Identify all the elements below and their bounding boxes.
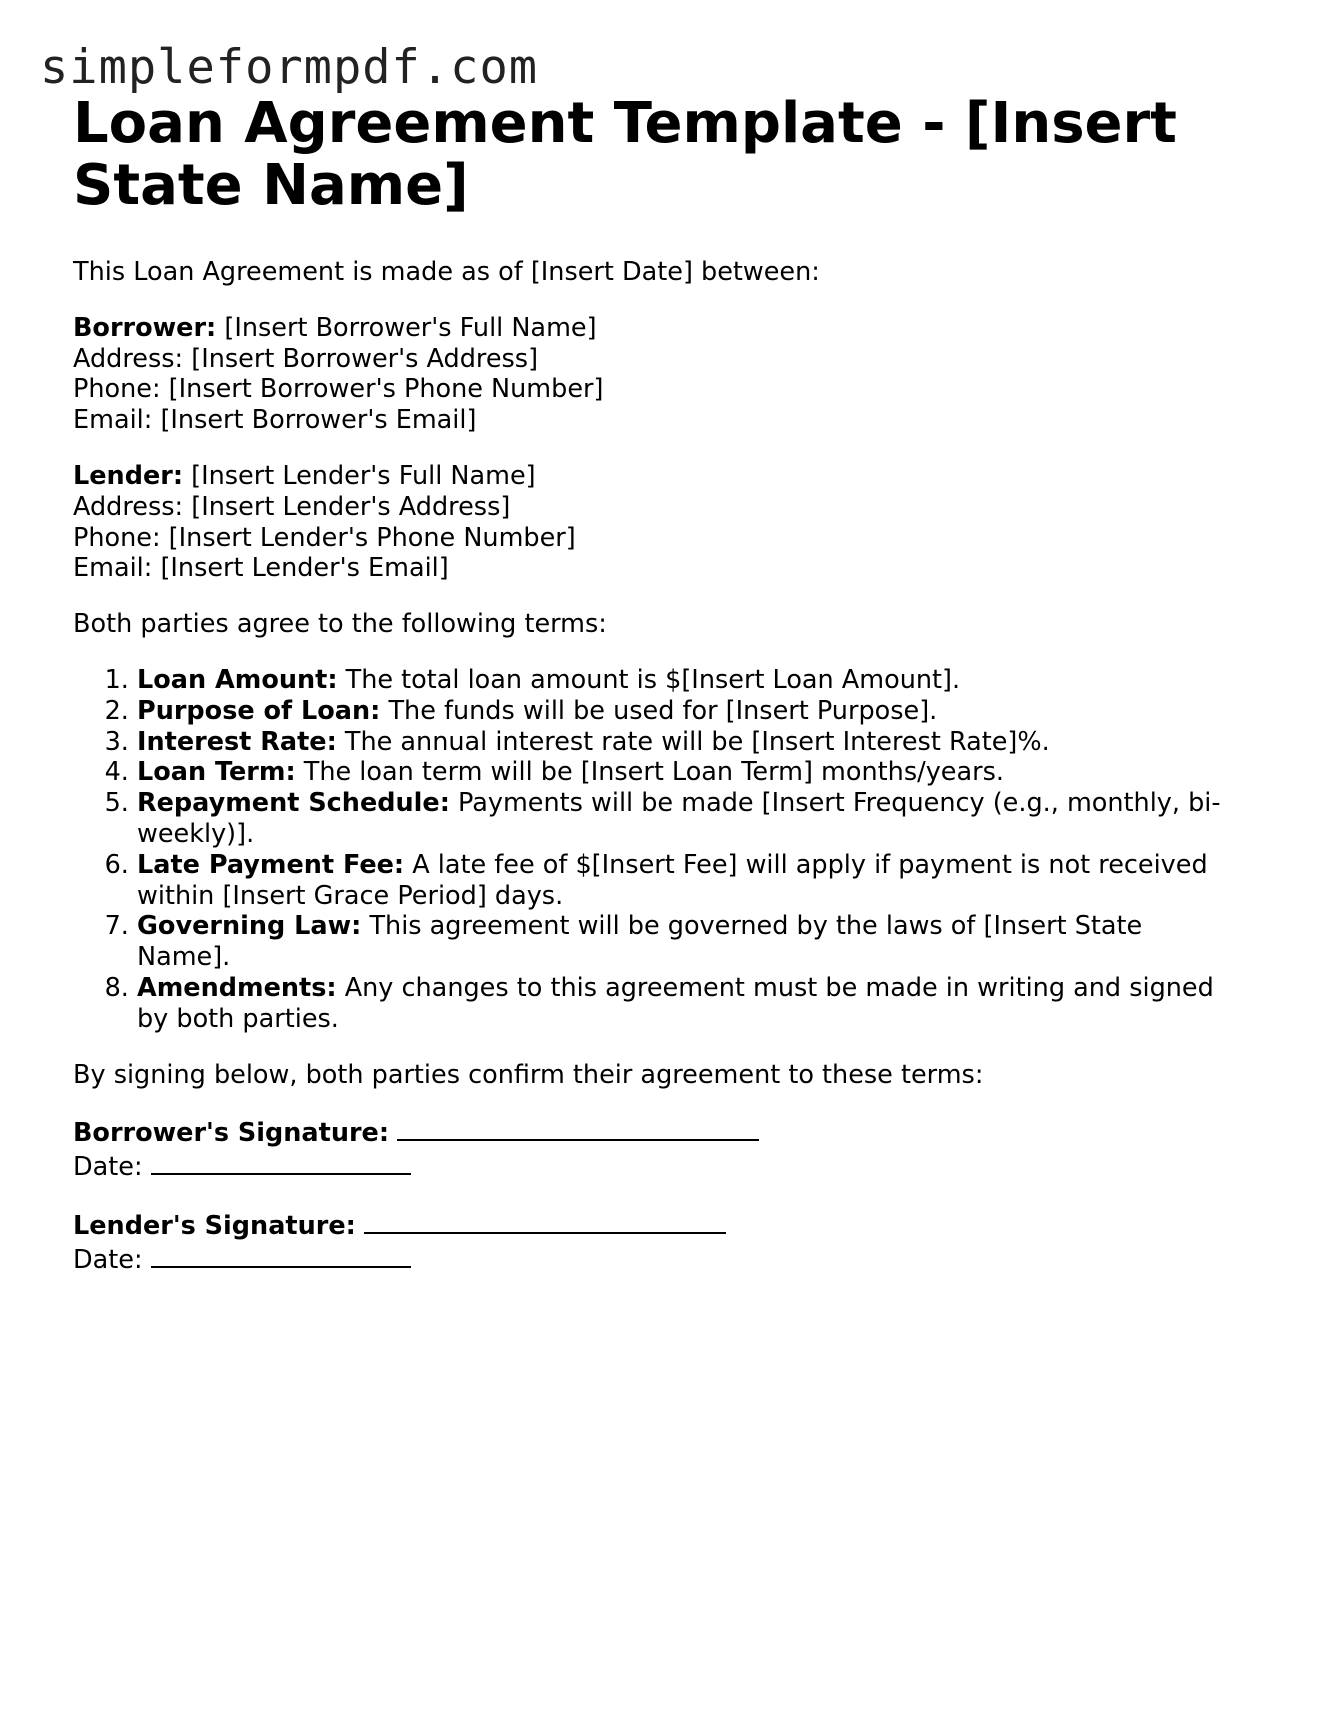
page-title: Loan Agreement Template - [Insert State Name] bbox=[73, 91, 1177, 218]
borrower-name: [Insert Borrower's Full Name] bbox=[224, 312, 597, 343]
terms-intro: Both parties agree to the following terms: bbox=[73, 609, 607, 640]
lender-date-line bbox=[73, 1242, 1243, 1276]
term-label: Loan Amount: bbox=[137, 664, 338, 695]
lender-email: Email: [Insert Lender's Email] bbox=[73, 553, 449, 584]
term-text: The loan term will be [Insert Loan Term] months/years. bbox=[303, 757, 1004, 788]
term-item bbox=[137, 757, 1243, 788]
document-body bbox=[73, 257, 1243, 1276]
term-label: Purpose of Loan: bbox=[137, 695, 381, 726]
term-item bbox=[137, 788, 1243, 850]
term-item bbox=[137, 911, 1243, 973]
lender-label: Lender: bbox=[73, 460, 184, 491]
term-item bbox=[137, 727, 1243, 758]
term-item bbox=[137, 973, 1243, 1035]
borrower-signature-label: Borrower's Signature: bbox=[73, 1118, 390, 1149]
borrower-date-label: Date: bbox=[73, 1152, 143, 1183]
closing-text: By signing below, both parties confirm their agreement to these terms: bbox=[73, 1059, 984, 1090]
term-text: The total loan amount is $[Insert Loan Amount]. bbox=[345, 664, 961, 695]
term-item bbox=[137, 850, 1243, 912]
borrower-email: Email: [Insert Borrower's Email] bbox=[73, 405, 477, 436]
borrower-date-field[interactable] bbox=[151, 1149, 411, 1175]
term-text: The annual interest rate will be [Insert Interest Rate]%. bbox=[344, 726, 1050, 757]
term-text: This agreement will be governed by the laws of [Insert State Name]. bbox=[137, 911, 1143, 973]
term-label: Repayment Schedule: bbox=[137, 788, 450, 819]
intro-text: This Loan Agreement is made as of [Insert Date] between: bbox=[73, 257, 820, 287]
borrower-signature-field[interactable] bbox=[397, 1115, 759, 1141]
lender-name: [Insert Lender's Full Name] bbox=[191, 460, 536, 491]
lender-address: Address: [Insert Lender's Address] bbox=[73, 491, 511, 522]
borrower-info bbox=[73, 313, 1243, 436]
term-text: Any changes to this agreement must be made in writing and signed by both parties. bbox=[137, 972, 1214, 1034]
borrower-label: Borrower: bbox=[73, 312, 217, 343]
term-label: Amendments: bbox=[137, 972, 337, 1003]
borrower-address: Address: [Insert Borrower's Address] bbox=[73, 343, 539, 374]
term-text: Payments will be made [Insert Frequency (e.g., monthly, bi-weekly)]. bbox=[137, 788, 1221, 849]
borrower-phone: Phone: [Insert Borrower's Phone Number] bbox=[73, 374, 604, 405]
term-item bbox=[137, 696, 1243, 727]
lender-signature-line bbox=[73, 1208, 1243, 1242]
lender-signature-block bbox=[73, 1208, 1243, 1276]
term-text: A late fee of $[Insert Fee] will apply if payment is not received within [Insert Grace Period] days. bbox=[137, 849, 1208, 911]
terms-list bbox=[73, 665, 1243, 1035]
term-item bbox=[137, 665, 1243, 696]
term-text: The funds will be used for [Insert Purpose]. bbox=[388, 695, 938, 726]
borrower-date-line bbox=[73, 1149, 1243, 1183]
term-label: Late Payment Fee: bbox=[137, 849, 405, 880]
term-label: Loan Term: bbox=[137, 757, 296, 788]
lender-signature-field[interactable] bbox=[364, 1208, 726, 1234]
lender-date-field[interactable] bbox=[151, 1242, 411, 1268]
lender-name-line bbox=[73, 461, 1243, 492]
term-label: Governing Law: bbox=[137, 911, 362, 942]
lender-signature-label: Lender's Signature: bbox=[73, 1210, 356, 1241]
watermark: simpleformpdf.com bbox=[40, 40, 539, 95]
lender-phone: Phone: [Insert Lender's Phone Number] bbox=[73, 522, 576, 553]
lender-date-label: Date: bbox=[73, 1244, 143, 1275]
document bbox=[73, 93, 1243, 1276]
borrower-name-line bbox=[73, 313, 1243, 344]
borrower-signature-line bbox=[73, 1115, 1243, 1149]
term-label: Interest Rate: bbox=[137, 726, 337, 757]
borrower-signature-block bbox=[73, 1115, 1243, 1183]
lender-info bbox=[73, 461, 1243, 584]
